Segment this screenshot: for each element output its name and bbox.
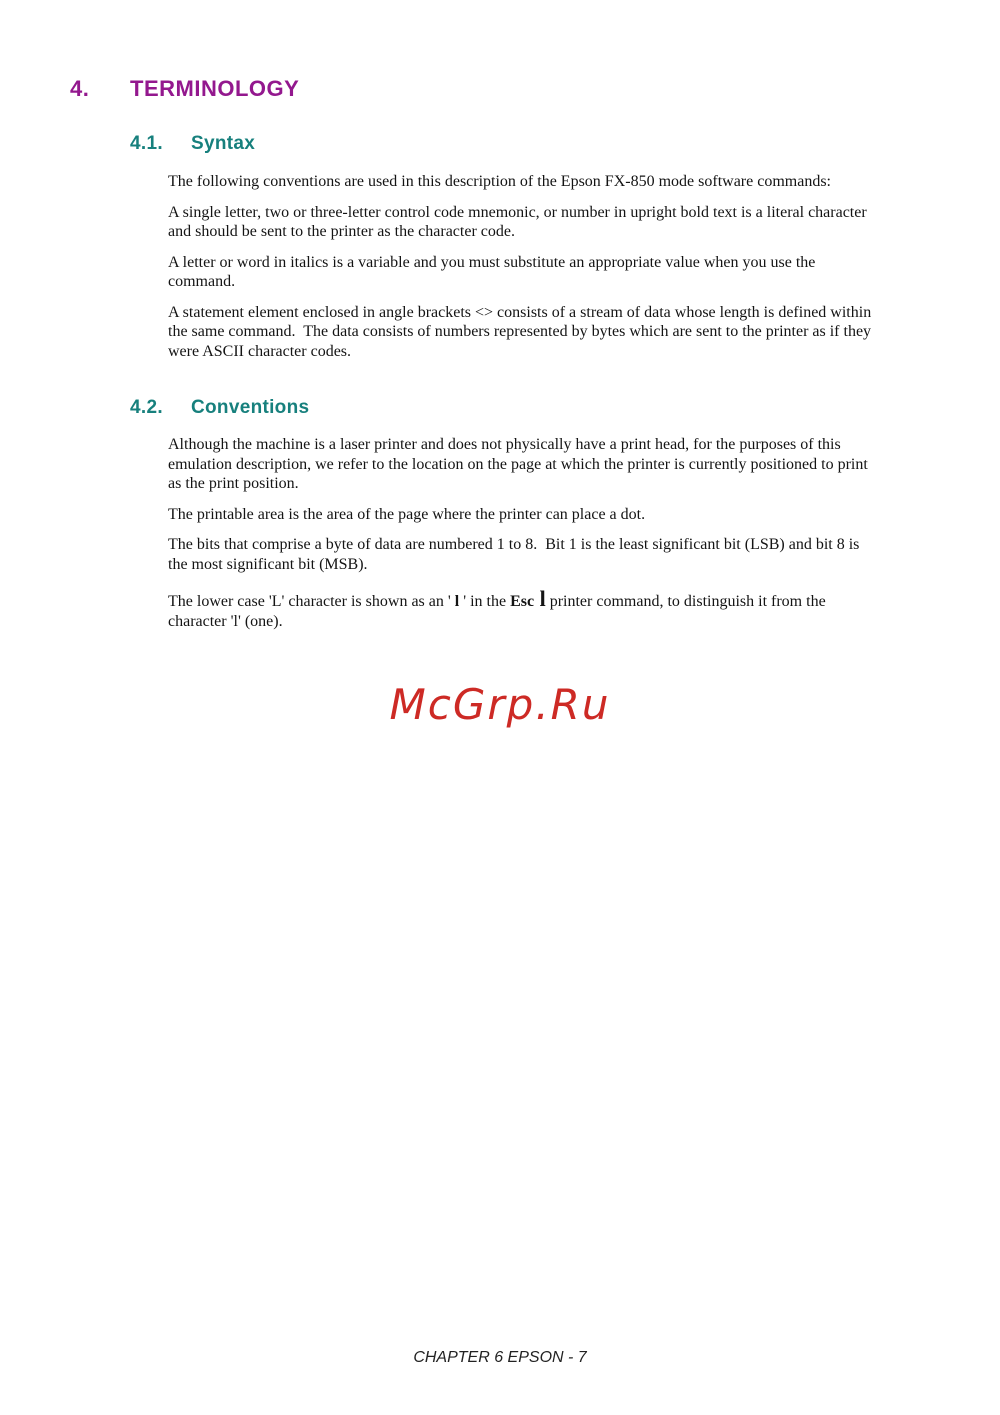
bold-esc-command: Esc [510,593,535,610]
section-syntax-body [168,172,877,372]
section-heading-syntax [130,132,255,155]
paragraph: A single letter, two or three-letter control code mnemonic, or number in upright bold text is a literal character and should be sent to the printer as the character code. [168,203,871,240]
bold-large-letter-l: l [534,586,546,611]
paragraph-text: ' in the [459,593,511,610]
chapter-heading [70,76,299,102]
chapter-title: TERMINOLOGY [130,76,300,101]
page-footer: CHAPTER 6 EPSON - 7 [413,1349,587,1366]
section-conventions-body [168,435,877,642]
paragraph: Although the machine is a laser printer and does not physically have a print head, for the purposes of this emulation description, we refer to the location on the page at which the printer is currently positioned to print as the print position. [168,436,872,492]
section-heading-conventions [130,396,309,419]
section-title: Conventions [191,397,310,418]
watermark: McGrp.Ru [389,680,611,729]
section-title: Syntax [191,133,256,154]
chapter-number: 4. [70,76,90,101]
paragraph: A letter or word in italics is a variable and you must substitute an appropriate value when you use the command. [168,253,820,290]
bold-letter-l: l [454,593,460,610]
paragraph [168,586,877,631]
section-number: 4.1. [130,133,163,154]
paragraph: The following conventions are used in this description of the Epson FX-850 mode software commands: [168,173,831,190]
paragraph: The bits that comprise a byte of data are numbered 1 to 8. Bit 1 is the least significant bit (LSB) and bit 8 is the most significant bit (MSB). [168,536,864,573]
paragraph: A statement element enclosed in angle brackets <> consists of a stream of data whose length is defined within the same command. The data consists of numbers represented by bytes which are sent to the printer as if they were ASCII character codes. [168,303,876,360]
paragraph: The printable area is the area of the page where the printer can place a dot. [168,505,646,523]
section-number: 4.2. [130,397,163,418]
paragraph-text: The lower case 'L' character is shown as an ' [168,593,455,610]
paragraph-text: printer command, to distinguish it from the character 'l' (one). [168,593,830,630]
